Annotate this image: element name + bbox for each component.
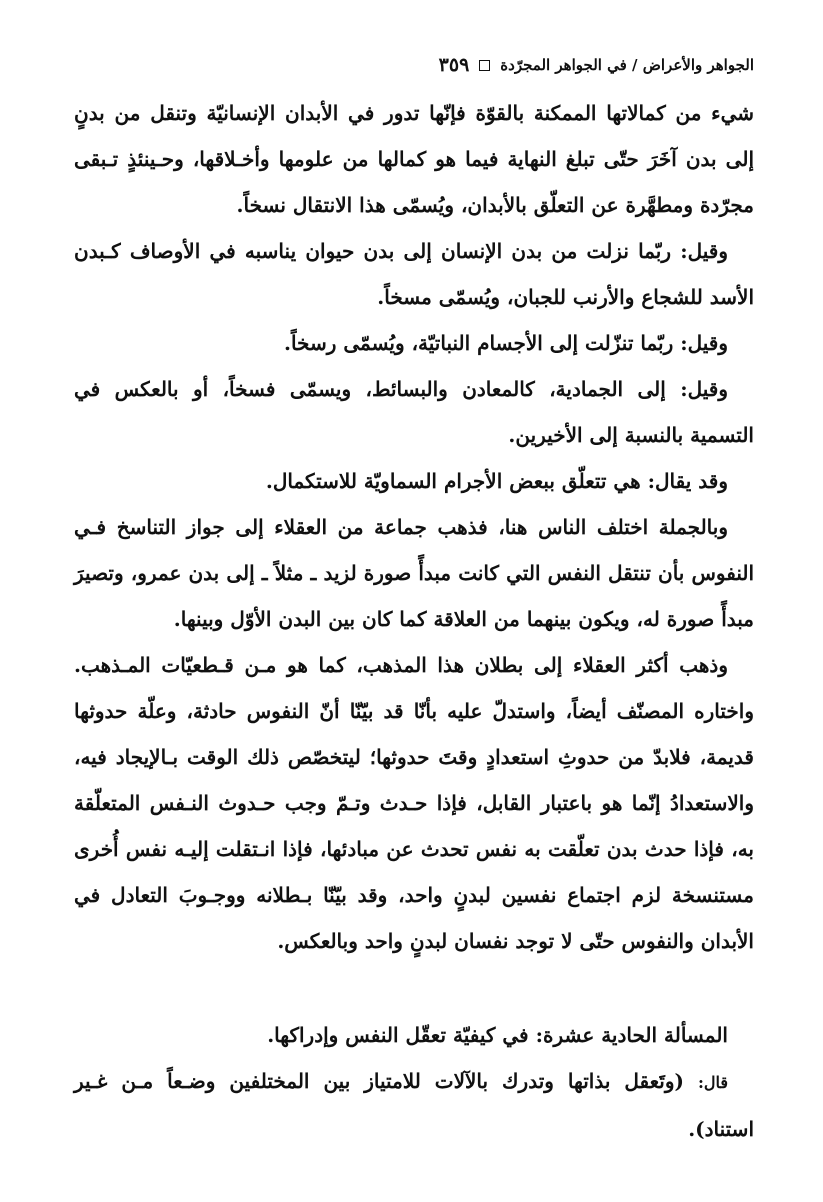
quoted-text <box>74 1058 754 1152</box>
running-header-title: الجواهر والأعراض / في الجواهر المجرّدة <box>500 56 754 74</box>
page-number: ٣٥٩ <box>438 54 470 76</box>
paragraph: شيء من كمالاتها الممكنة بالقوّة فإنّها تدور في الأبدان الإنسانيّة وتنقل من بدنٍ إلى بدن آخَرَ حتّى تبلغ النهاية فيما هو كمالها من علومها وأخـلاقها، وحـينئذٍ تـبقى مجرّدة ومطهَّرة عن التعلّق بالأبدان، ويُسمّى هذا الانتقال نسخاً. <box>74 101 754 217</box>
quote-label: قال: <box>697 1073 728 1092</box>
running-header <box>74 50 754 80</box>
section-heading-rest: في كيفيّة تعقّل النفس وإدراكها. <box>267 1023 536 1047</box>
section-heading <box>74 1012 754 1058</box>
section-gap <box>74 964 754 1012</box>
quote-body: (وتَعقل بذاتها وتدرك بالآلات للامتياز بين المختلفين وضـعاً مـن غـير استناد). <box>74 1069 754 1141</box>
main-text <box>74 90 754 964</box>
paragraph: وذهب أكثر العقلاء إلى بطلان هذا المذهب، كما هو مـن قـطعيّات المـذهب. واختاره المصنّف أيضاً، واستدلّ عليه بأنّا قد بيّنّا أنّ النفوس حادثة، وعلّة حدوثها قديمة، فلابدّ من حدوثِ استعدادٍ وقتَ حدوثها؛ ليتخصّص ذلك الوقت بـالإيجاد فيه، والاستعدادُ إنّما هو باعتبار القابل، فإذا حـدث وتـمّ وجب حـدوث النـفس المتعلّقة به، فإذا حدث بدن تعلّقت به نفس تحدث عن مبادئها، فإذا انـتقلت إليـه نفس أُخرى مستنسخة لزم اجتماع نفسين لبدنٍ واحد، وقد بيّنّا بـطلانه ووجـوبَ التعادل في الأبدان والنفوس حتّى لا توجد نفسان لبدنٍ واحد وبالعكس. <box>74 653 754 953</box>
paragraph: وقد يقال: هي تتعلّق ببعض الأجرام السماويّة للاستكمال. <box>265 469 728 493</box>
paragraph: وقيل: ربّما تنزّلت إلى الأجسام النباتيّة، ويُسمّى رسخاً. <box>283 331 728 355</box>
paragraph: وقيل: إلى الجمادية، كالمعادن والبسائط، ويسمّى فسخاً، أو بالعكس في التسمية بالنسبة إلى الأخيرين. <box>74 377 754 447</box>
section-heading-lead: المسألة الحادية عشرة: <box>535 1023 728 1047</box>
paragraph: وقيل: ربّما نزلت من بدن الإنسان إلى بدن حيوان يناسبه في الأوصاف كـبدن الأسد للشجاع والأرنب للجبان، ويُسمّى مسخاً. <box>74 239 754 309</box>
separator-square-icon <box>479 60 490 71</box>
paragraph: وبالجملة اختلف الناس هنا، فذهب جماعة من العقلاء إلى جواز التناسخ فـي النفوس بأن تنتقل النفس التي كانت مبدأً صورة لزيد ـ مثلاً ـ إلى بدن عمرو، وتصيرَ مبدأً صورة له، ويكون بينهما من العلاقة كما كان بين البدن الأوّل وبينها. <box>74 515 754 631</box>
book-page <box>74 50 754 1152</box>
